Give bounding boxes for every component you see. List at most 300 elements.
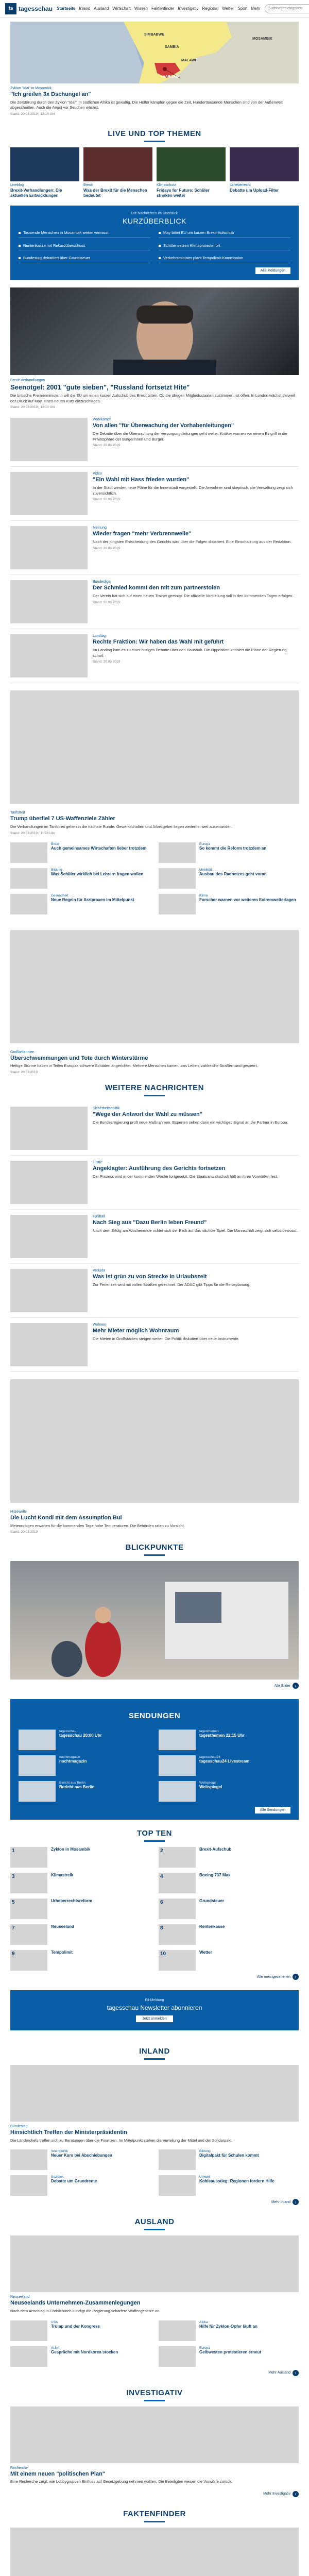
teaser-title[interactable]: "Wege der Antwort der Wahl zu müssen" [93,1111,202,1117]
sendung-body [199,1781,222,1790]
teaser-kicker: Justiz [93,1160,102,1164]
mini-teaser-kicker: Klima [199,893,208,897]
kurz-item-label: Bundestag debattiert über Grundsteuer [23,256,91,261]
mini-teaser-image [159,868,196,889]
teaser-title[interactable]: "Ich greifen 3x Dschungel an" [10,91,91,97]
teaser-body [93,418,299,461]
sendung-body [199,1730,245,1738]
section-more[interactable] [10,2488,299,2500]
teaser-row [10,413,299,467]
teaser-text: Die Debatte über die Überwachung der Versorgungsleitungen geht weiter. Kritiker warnen vor einem Eingriff in die Privatsphäre der Bürgerinnen und Bürger. [93,431,287,442]
topten-title: Brexit-Aufschub [199,1847,232,1852]
site-header [0,0,309,18]
nav-item-3[interactable]: Wirtschaft [112,6,131,11]
mini-teaser-title: So kommt die Reform trotzdem an [199,845,267,851]
teaser-text: Im Landtag kam es zu einer hitzigen Debatte über den Haushalt. Die Opposition kritisiert die Pläne der Regierung scharf. [93,648,287,658]
nav-item-2[interactable]: Ausland [94,6,109,11]
teaser-meta: Stand: 20.03.2019 [93,660,121,664]
section-lead-body [10,2122,299,2146]
teaser-list [10,413,299,683]
lead-text: Die britische Premierministerin will die EU um einen kurzen Aufschub des Brexit bitten. Ob die übrigen Mitgliedsstaaten zustimmen, ist offen. In London wächst derweil der Druck auf May, einen neuen Kurs einzuschlagen. [10,393,295,403]
live-card-image [83,147,152,181]
teaser-row [10,467,299,521]
mini-teaser-title: Hilfe für Zyklon-Opfer läuft an [199,2324,258,2329]
mini-teaser-body [51,2149,112,2158]
lead-kicker: Brexit-Verhandlungen [10,379,45,382]
sendung-image [159,1755,196,1776]
block-teaser [10,1050,299,1074]
mini-teaser[interactable] [10,868,150,889]
sendung-body [199,1755,249,1764]
topten-title: Neuseeland [51,1924,74,1929]
sendung-item[interactable] [159,1781,290,1802]
mini-teaser-title: Neue Regeln für Arztpraxen im Mittelpunkt [51,897,134,902]
main-content [10,18,299,2576]
teaser-body [93,1323,299,1366]
topten-title: Urheberrechtsreform [51,1899,93,1903]
mini-teaser-title: Gelbwesten protestieren erneut [199,2349,262,2354]
section-more-label: Mehr Ausland [268,2371,290,2375]
topten-rank: 9 [12,1951,15,1957]
teaser-image[interactable] [10,472,88,515]
section-lead-title[interactable]: Neuseelands Unternehmen-Zusammenlegungen [10,2300,141,2307]
topten-item[interactable] [10,1950,150,1971]
teaser-title[interactable]: Von allen "für Überwachung der Vorhabenleitungen" [93,422,234,429]
teaser-row [10,1210,299,1264]
ressort-sections [10,2038,299,2576]
teaser-row [10,575,299,629]
mini-teaser[interactable] [159,842,299,863]
teaser-kicker: Bundesliga [93,580,111,584]
mini-teaser[interactable] [10,2346,150,2367]
teaser-meta: Stand: 20.03.2019 [93,600,121,604]
arrow-right-icon: › [293,2199,299,2205]
topten-item[interactable] [159,1950,299,1971]
lead-teaser [10,287,299,413]
sendungen-more-button[interactable]: Alle Sendungen [255,1807,290,1814]
section-lead-image[interactable] [10,2235,299,2292]
topten-rank: 5 [12,1900,15,1905]
section-lead-body [10,2292,299,2317]
section-lead-text: Eine Recherche zeigt, wie Lobbygruppen Einfluss auf Gesetzgebung nehmen wollten. Die Beteiligten weisen die Vorwürfe zurück. [10,2479,233,2484]
kurz-item[interactable] [159,243,290,251]
sendung-title: tagesschau24 Livestream [199,1759,250,1764]
topten-title: Rentenkasse [199,1924,225,1929]
nav-item-9[interactable]: Sport [237,6,248,11]
sendung-body [59,1730,102,1738]
teaser-body [93,634,299,677]
newsletter-box [10,1990,299,2030]
teaser-title[interactable]: "Ein Wahl mit Hass frieden wurden" [93,477,190,483]
mini-teaser-kicker: Bildung [51,868,62,872]
teaser-row [10,1156,299,1210]
teaser-title[interactable]: Nach Sieg aus "Dazu Berlin leben Freund" [93,1219,207,1226]
live-card[interactable] [230,147,299,198]
section-grid [10,2320,299,2367]
sendung-kicker: tagesschau24 [199,1755,220,1759]
teaser-row [10,1101,299,1156]
mini-teaser-image [159,842,196,863]
sendung-image [159,1781,196,1802]
mini-teaser[interactable] [159,2149,299,2170]
topten-more-label: Alle meistgesehenen [257,1975,290,1979]
bottom-text: Meteorologen erwarten für die kommenden Tage hohe Temperaturen. Die Behörden raten zu Vorsicht. [10,1523,185,1528]
mini-teaser-kicker: Innenpolitik [51,2149,68,2154]
teaser-text: In der Stadt werden neue Pläne für die Innenstadt vorgestellt. Die Anwohner sind skeptisch, die Verwaltung zeigt sich zuversichtlich. [93,485,293,496]
teaser-kicker: Landtag [93,634,106,638]
mini-teaser-kicker: Afrika [199,2320,208,2324]
section-lead-image[interactable] [10,2065,299,2122]
mini-teaser[interactable] [10,2149,150,2170]
topten-title: Zyklon in Mosambik [51,1847,91,1852]
teaser-text: Nach der jüngsten Entscheidung des Gerichts wird über die Folgen diskutiert. Eine Einschätzung aus der Redaktion. [93,539,292,544]
teaser-meta: Stand: 20.03.2019 [93,498,121,501]
topten-rank: 7 [12,1925,15,1931]
newsletter-title: tagesschau Newsletter abonnieren [107,2004,202,2011]
teaser-meta: Stand: 20.03.2019 | 12:16 Uhr [10,112,55,116]
section-lead-title[interactable]: Hinsichtlich Treffen der Ministerpräsidentin [10,2129,127,2136]
nav-item-0[interactable]: Startseite [57,6,76,11]
mini-teaser[interactable] [159,2320,299,2341]
teaser-meta: Stand: 20.03.2019 [93,546,121,550]
nav-item-1[interactable]: Inland [79,6,91,11]
nav-item-7[interactable]: Regional [202,6,219,11]
live-card-image [230,147,299,181]
kurz-item[interactable] [159,230,290,238]
topten-image [159,1899,196,1919]
section-ausland [10,2208,299,2379]
mini-teaser-title: Neuer Kurs bei Abschiebungen [51,2153,112,2158]
live-card-kicker: Klimaschutz [157,183,176,187]
arrow-right-icon: › [293,2370,299,2376]
teaser-body [93,472,299,515]
bullet-icon [19,232,21,234]
mini-teaser-title: Was Schüler wirklich bei Lehrern fragen wollen [51,871,144,876]
arrow-right-icon: › [293,1974,299,1980]
sendungen-box [10,1699,299,1820]
teaser-title[interactable]: Rechte Fraktion: Wir haben das Wahl mit geführt [93,639,224,646]
weitere-heading: WEITERE NACHRICHTEN [10,1074,299,1101]
mini-teaser-title: Forscher warnen vor weiteren Extremwetterlagen [199,897,296,902]
teaser-image[interactable] [10,580,88,623]
teaser-title[interactable]: Wieder fragen "mehr Verbrennwelle" [93,531,192,537]
teaser-title[interactable]: Der Schmied kommt den mit zum partnerstolen [93,585,220,591]
logo-mark: ts [5,3,16,14]
teaser-kicker: Wahlkampf [93,418,111,422]
bottom-title[interactable]: Die Lucht Kondi mit dem Assumption Bul [10,1514,122,1521]
newsletter-button[interactable]: Jetzt anmelden [136,2015,173,2022]
mini-teaser-body [51,2320,100,2329]
kurz-more-button[interactable]: Alle Meldungen [255,267,290,274]
nav-item-5[interactable]: Faktenfinder [151,6,175,11]
teaser-title[interactable]: Was ist grün zu von Strecke in Urlaubszeit [93,1273,207,1280]
teaser-image[interactable] [10,418,88,461]
sendung-item[interactable] [159,1730,290,1750]
live-card-image [10,147,79,181]
mini-teaser-body [199,2346,261,2355]
mini-teaser-kicker: Asien [51,2346,60,2350]
teaser-text: Nach dem Erfolg am Wochenende richtet sich der Blick auf das nächste Spiel. Die Mannschaft zeigt sich selbstbewusst. [93,1228,298,1233]
mini-teaser[interactable] [159,868,299,889]
kurz-kicker: Die Nachrichten im Überblick [131,211,178,215]
kurz-item[interactable] [19,243,150,251]
mini-teaser-kicker: Soziales [51,2175,64,2179]
section-faktenfinder [10,2500,299,2576]
blickpunkte-heading: BLICKPUNKTE [10,1534,299,1561]
teaser-image[interactable] [10,1323,88,1366]
mini-teaser-body [199,2320,258,2329]
blickpunkte-image[interactable] [10,1561,299,1680]
sendung-kicker: Weltspiegel [199,1781,217,1785]
sendung-item[interactable] [19,1730,150,1750]
teaser-image[interactable] [10,634,88,677]
mini-teaser-title: Auch gemeinsames Wirtschaften lieber trotzdem [51,845,147,851]
teaser-body [93,1107,299,1150]
mini-teaser-kicker: Umwelt [199,2175,211,2179]
kurz-heading: KURZÜBERBLICK [123,216,186,225]
mini-teaser[interactable] [10,842,150,863]
mini-teaser[interactable] [10,894,150,914]
section-lead-text: Nach dem Anschlag in Christchurch kündigt die Regierung schärfere Waffengesetze an. [10,2309,161,2313]
block-meta: Stand: 20.03.2019 [10,1070,38,1074]
africa-map [10,22,299,83]
topten-more[interactable] [10,1971,299,1983]
section-more[interactable] [10,2196,299,2208]
section-more[interactable] [10,2367,299,2379]
sendung-item[interactable] [19,1781,150,1802]
mini-teaser[interactable] [159,2346,299,2367]
live-card[interactable] [83,147,152,198]
arrow-right-icon: › [293,2491,299,2497]
sendung-title: nachtmagazin [59,1759,87,1764]
kurz-item[interactable] [19,230,150,238]
topten-image [159,1873,196,1893]
teaser-body [93,526,299,569]
mini-teaser-body [199,2149,259,2158]
teaser-kicker: Wohnen [93,1323,106,1327]
topten-item[interactable] [159,1847,299,1868]
teaser-image[interactable] [10,526,88,569]
topten-image [10,1847,47,1868]
topten-rank: 3 [12,1874,15,1879]
mini-teaser-image [10,868,47,889]
map-teaser [10,18,299,120]
teaser-body [93,580,299,623]
section-more-label: Mehr Investigativ [263,2492,290,2496]
lead-photo [10,287,299,375]
nav-item-4[interactable]: Wissen [134,6,148,11]
teaser-image[interactable] [10,1215,88,1258]
mini-teaser-image [159,2320,196,2341]
mini-teaser-body [51,2346,118,2355]
mini-teaser-body [51,2175,97,2184]
mini-teaser[interactable] [159,2175,299,2196]
feature-text: Die Verhandlungen im Tarifstreit gehen in die nächste Runde. Gewerkschaften und Arbeitgeber liegen weiterhin weit auseinander. [10,824,232,829]
live-card-kicker: Liveblog [10,183,24,187]
section-lead-kicker: Recherche [10,2466,28,2470]
teaser-title[interactable]: Angeklagter: Ausführung des Gerichts fortsetzen [93,1165,226,1172]
lead-image[interactable] [10,287,299,375]
mini-teaser-body [51,842,146,851]
teaser-kicker: Meinung [93,526,107,530]
section-lead-body [10,2463,299,2488]
topten-image [159,1950,196,1971]
sendung-image [19,1781,56,1802]
section-lead-text: Die Länderchefs treffen sich zu Beratungen über die Finanzen. Im Mittelpunkt stehen die Verteilung der Mittel und der Solidarpakt. [10,2138,233,2143]
blickpunkte-more[interactable] [10,1680,299,1692]
mini-teaser-image [10,2175,47,2196]
topten-image [10,1950,47,1971]
section-lead-kicker: Bundestag [10,2125,28,2128]
search-input[interactable] [265,4,309,13]
topten-item[interactable] [159,1873,299,1893]
section-lead-title[interactable]: Mit einem neuen "politischen Plan" [10,2470,106,2477]
mini-teaser-image [10,842,47,863]
sendung-item[interactable] [159,1755,290,1776]
live-card[interactable] [157,147,226,198]
section-heading: FAKTENFINDER [10,2500,299,2528]
topten-title: Tempolimit [51,1950,73,1955]
teaser-title[interactable]: Mehr Mieter möglich Wohnraum [93,1327,179,1334]
sendungen-heading: SENDUNGEN [19,1702,290,1730]
map-image[interactable] [10,22,299,83]
teaser-text: Die Bundesregierung prüft neue Maßnahmen. Experten sehen darin ein wichtiges Signal an die Partner in Europa. [93,1120,288,1125]
sendung-item[interactable] [19,1755,150,1776]
mini-teaser-kicker: Gesundheit [51,893,68,897]
mini-teaser-kicker: Europa [199,2346,210,2350]
topten-rank: 4 [160,1874,163,1879]
topten-rank: 6 [160,1900,163,1905]
mini-teaser-image [10,2346,47,2367]
nav-item-10[interactable]: Mehr [251,6,261,11]
mini-teaser-kicker: Brexit [51,842,60,846]
mini-teaser-body [199,894,296,903]
live-card-kicker: Brexit [83,183,93,187]
topten-item[interactable] [10,1873,150,1893]
ad-placeholder [10,1379,299,1503]
map-label-simbabwe: SIMBABWE [144,33,164,37]
mini-teaser[interactable] [10,2175,150,2196]
section-lead-image[interactable] [10,2406,299,2463]
mini-teaser-image [10,2149,47,2170]
kurz-item[interactable] [159,256,290,263]
topten-image [159,1924,196,1945]
map-label-mosambik: MOSAMBIK [252,37,272,41]
topten-item[interactable] [10,1924,150,1945]
teaser-row [10,1264,299,1318]
map-label-malawi: MALAWI [181,59,196,62]
newsletter-kicker: Eil-Meldung [145,1998,164,2002]
mini-teaser-body [199,2175,274,2184]
topten-item[interactable] [159,1899,299,1919]
feature-title[interactable]: Trump überfiel 7 US-Waffenziele Zähler [10,816,115,822]
teaser-meta: Stand: 20.03.2019 [93,444,121,447]
teaser-text: Die Zerstörung durch den Zyklon "Idai" im südlichen Afrika ist gewaltig. Die Helfer kämpfen gegen die Zeit, Hunderttausende Menschen sind von der Außenwelt abgeschnitten. Auch die Angst vor Seuchen wächst. [10,99,283,110]
section-lead-kicker: Neuseeland [10,2295,30,2299]
mini-teaser-image [10,894,47,914]
mini-teaser[interactable] [10,2320,150,2341]
site-logo[interactable] [5,3,53,14]
teaser-body [93,1215,299,1258]
teaser-kicker: Video [93,472,102,476]
live-card-image [157,147,226,181]
sendung-kicker: tagesthemen [199,1730,219,1733]
block-title[interactable]: Überschwemmungen und Tote durch Winterstürme [10,1055,148,1061]
sendung-body [59,1781,94,1790]
teaser-row [10,629,299,683]
bottom-meta: Stand: 20.03.2019 [10,1530,38,1534]
nav-item-8[interactable]: Wetter [222,6,234,11]
kurz-item-label: Rentenkasse mit Rekordüberschuss [23,243,85,248]
mini-teaser[interactable] [159,894,299,914]
teaser-image[interactable] [10,1107,88,1150]
teaser-kicker: Zyklon "Idai" in Mosambik [10,87,52,90]
mini-teaser-kicker: USA [51,2320,58,2324]
mini-teaser-body [51,894,134,903]
section-heading: INLAND [10,2038,299,2065]
mini-teaser-image [159,894,196,914]
map-label-sambia: SAMBIA [165,45,179,49]
kurz-item-label: Verkehrsminister plant Tempolimit-Kommission [163,256,244,261]
bullet-icon [19,245,21,247]
kurz-item-label: Tausende Menschen in Mosambik weiter vermisst [23,230,109,235]
mini-teaser-title: Kohleausstieg: Regionen fordern Hilfe [199,2179,274,2184]
topten-item[interactable] [159,1924,299,1945]
nav-item-6[interactable]: Investigativ [178,6,199,11]
mini-teaser-body [199,868,267,877]
teaser-row [10,521,299,575]
sendung-kicker: Bericht aus Berlin [59,1781,85,1785]
section-lead-image[interactable] [10,2528,299,2576]
feature-meta: Stand: 20.03.2019 | 11:58 Uhr [10,831,55,835]
kurz-list [19,230,290,263]
mini-teaser-grid [10,842,299,914]
teaser-kicker: Sicherheitspolitik [93,1106,120,1110]
logo-text: tagesschau [19,5,53,12]
arrow-right-icon: › [293,1683,299,1689]
kurz-item[interactable] [19,256,150,263]
live-card-title: Was der Brexit für die Menschen bedeutet [83,188,147,198]
topten-rank: 1 [12,1848,15,1854]
mini-teaser-kicker: Mobilität [199,868,212,872]
map-label-harare: HARARE [163,75,178,79]
main-nav [57,6,261,11]
mini-teaser-body [199,842,266,851]
live-card[interactable] [10,147,79,198]
block-kicker: Großbritannien [10,1050,35,1054]
kurz-item-label: May bittet EU um kurzen Brexit-Aufschub [163,230,234,235]
topten-item[interactable] [10,1847,150,1868]
teaser-image[interactable] [10,1161,88,1204]
topten-title: Boeing 737 Max [199,1873,231,1877]
sendung-image [19,1730,56,1750]
topten-rank: 8 [160,1925,163,1931]
lead-title[interactable]: Seenotgel: 2001 "gute sieben", "Russland fortsetzt Hite" [10,383,190,391]
topten-title: Grundsteuer [199,1899,225,1903]
sendung-title: Weltspiegel [199,1785,222,1789]
topten-item[interactable] [10,1899,150,1919]
sendung-image [19,1755,56,1776]
section-inland [10,2038,299,2208]
live-card-title: Brexit-Verhandlungen: Die aktuellen Entwicklungen [10,188,62,198]
section-heading: INVESTIGATIV [10,2379,299,2406]
teaser-image[interactable] [10,1269,88,1312]
teaser-kicker: Verkehr [93,1268,106,1273]
bottom-teaser [10,1510,299,1534]
mini-teaser-title: Debatte um Grundrente [51,2179,97,2184]
ad-placeholder [10,690,299,804]
teaser-text: Der Prozess wird in der kommenden Woche fortgesetzt. Die Staatsanwaltschaft hält an ihren Vorwürfen fest. [93,1174,278,1179]
